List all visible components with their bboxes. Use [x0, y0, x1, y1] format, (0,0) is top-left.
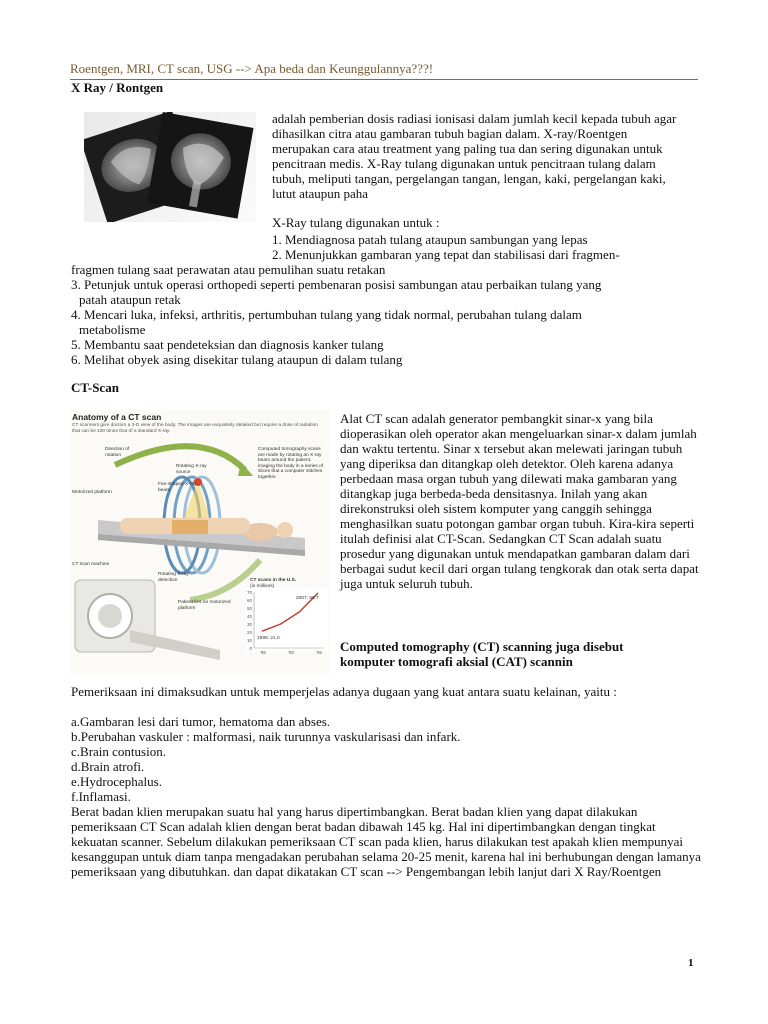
xray-use-item: 4. Mencari luka, infeksi, arthritis, pertumbuhan tulang yang tidak normal, perubahan tulang dalam	[71, 307, 582, 322]
chart-label-1995: 1995: 21.0	[257, 636, 280, 641]
chart-y-tick: 40	[246, 614, 252, 619]
chart-y-tick: 20	[246, 630, 252, 635]
ct-description-paragraph: Alat CT scan adalah generator pembangkit sinar-x yang bila dioperasikan oleh operator akan mengeluarkan sinar-x dalam jumlah dan waktu tertentu. Sinar x tersebut akan melewati jaringan tubuh yang diperiksa dan ditangkap oleh detektor. Oleh karena adanya perbedaan masa organ tubuh yang dilewati maka gambaran yang ditangkap juga berbeda-beda densitasnya. Inilah yang akan direkonstruksi oleh sistem komputer yang canggih sehingga menghasilkan suatu potongan gambar organ tubuh. Kira-kira seperti itulah definisi alat CT-Scan. Sedangkan CT Scan adalah suatu prosedur yang digunakan untuk mendapatkan gambaran dalam dari berbagai sudut kecil dari organ tulang tengkorak dan otak serta dapat juga untuk seluruh tubuh.	[340, 411, 699, 591]
chart-y-tick: 10	[246, 638, 252, 643]
document-header: Roentgen, MRI, CT scan, USG --> Apa beda dan Keunggulannya???!	[70, 61, 698, 80]
label-computed-tomography: Computed tomography scans are made by rotating an X-ray beam around the patient, imaging the body in a series of slices that a computer stitches together.	[258, 447, 324, 480]
chart-x-tick: '05	[316, 650, 322, 655]
ct-closing-paragraph: Berat badan klien merupakan suatu hal yang harus dipertimbangkan. Berat badan klien yang dapat dilakukan pemeriksaan CT Scan adalah klien dengan berat badan dibawah 145 kg. Hal ini dipertimbangkan dengan tingkat kekuatan scanner. Sebelum dilakukan pemeriksaan CT scan pada klien, harus dilakukan test apakah klien mempunyai kesanggupan untuk diam tanpa mengadakan perubahan selama 20-25 menit, karena hal ini berhubungan dengan lamanya pemeriksaan yang dibutuhkan. dan dapat dikatakan CT scan --> Pengembangan lebih lanjut dari X Ray/Roentgen	[71, 804, 701, 879]
label-motorized-platform: Motorized platform	[72, 490, 112, 495]
ct-heading: CT-Scan	[71, 380, 119, 395]
chart-x-tick: '95	[260, 650, 266, 655]
xray-heading: X Ray / Rontgen	[71, 80, 164, 95]
ct-indication-item: f.Inflamasi.	[71, 789, 131, 804]
label-ct-scan-machine: CT scan machine	[72, 562, 110, 567]
xray-use-item-continued: fragmen tulang saat perawatan atau pemulihan suatu retakan	[71, 262, 386, 277]
xray-intro-paragraph: adalah pemberian dosis radiasi ionisasi dalam jumlah kecil kepada tubuh agar dihasilkan citra atau gambaran tubuh bagian dalam. X-ray/Roentgen merupakan cara atau treatment yang paling tua dan sering digunakan untuk pencitraan medis. X-Ray tulang digunakan untuk pencitraan tulang dalam tubuh, meliputi tangan, pergelangan tangan, lengan, kaki, pergelangan kaki, lutut ataupun paha	[272, 111, 677, 201]
label-rotating-xray-source: Rotating X-ray source	[176, 464, 207, 475]
figure-subtitle: CT scanners give doctors a 3-D view of the body. The images are exquisitely detailed but require a dose of radiation that can be 100 times that of a standard X-ray.	[72, 423, 318, 434]
chart-title: CT scans in the U.S.	[250, 578, 297, 583]
figure-title: Anatomy of a CT scan	[72, 412, 162, 422]
page-number: 1	[688, 957, 694, 969]
chart-unit: (in millions)	[250, 584, 275, 589]
ct-indication-item: c.Brain contusion.	[71, 744, 166, 759]
chart-y-tick: 50	[246, 606, 252, 611]
ct-indication-item: a.Gambaran lesi dari tumor, hematoma dan abses.	[71, 714, 331, 729]
label-fan-shaped-beam: Fan-shaped X-ray beam	[158, 482, 197, 493]
xray-use-item: 1. Mendiagnosa patah tulang ataupun sambungan yang lepas	[272, 232, 588, 247]
xray-use-item: 6. Melihat obyek asing disekitar tulang ataupun di dalam tulang	[71, 352, 403, 367]
xray-use-item-continued: metabolisme	[79, 322, 146, 337]
ct-indication-item: d.Brain atrofi.	[71, 759, 145, 774]
ct-indication-item: b.Perubahan vaskuler : malformasi, naik turunnya vaskularisasi dan infark.	[71, 729, 461, 744]
chart-y-tick: 60	[246, 598, 252, 603]
chart-y-tick: 70	[246, 590, 252, 595]
chart-label-2007: 2007: 68.7	[296, 596, 319, 601]
ct-indication-item: e.Hydrocephalus.	[71, 774, 162, 789]
xray-use-item: 5. Membantu saat pendeteksian dan diagnosis kanker tulang	[71, 337, 384, 352]
ct-bold-note: komputer tomografi aksial (CAT) scannin	[340, 654, 573, 669]
chart-y-tick: 0	[249, 646, 252, 651]
xray-use-item: 3. Petunjuk untuk operasi orthopedi seperti pembenaran posisi sambungan atau perbaikan tulang yang	[71, 277, 602, 292]
xray-image	[84, 112, 256, 222]
label-rotating-xray-detection: Rotating X-ray detection	[158, 572, 189, 583]
ct-bold-note: Computed tomography (CT) scanning juga disebut	[340, 639, 624, 654]
ct-anatomy-figure	[70, 410, 330, 675]
xray-use-item-continued: patah ataupun retak	[79, 292, 181, 307]
label-patient-platform: Patient lies on motorized platform	[178, 600, 231, 611]
xray-use-item: 2. Menunjukkan gambaran yang tepat dan stabilisasi dari fragmen-	[272, 247, 620, 262]
chart-y-tick: 30	[246, 622, 252, 627]
ct-indications-intro: Pemeriksaan ini dimaksudkan untuk memperjelas adanya dugaan yang kuat antara suatu kelainan, yaitu :	[71, 684, 617, 699]
xray-uses-intro: X-Ray tulang digunakan untuk :	[272, 215, 440, 230]
chart-x-tick: '00	[288, 650, 294, 655]
label-direction-of-rotation: Direction of rotation	[105, 447, 130, 458]
